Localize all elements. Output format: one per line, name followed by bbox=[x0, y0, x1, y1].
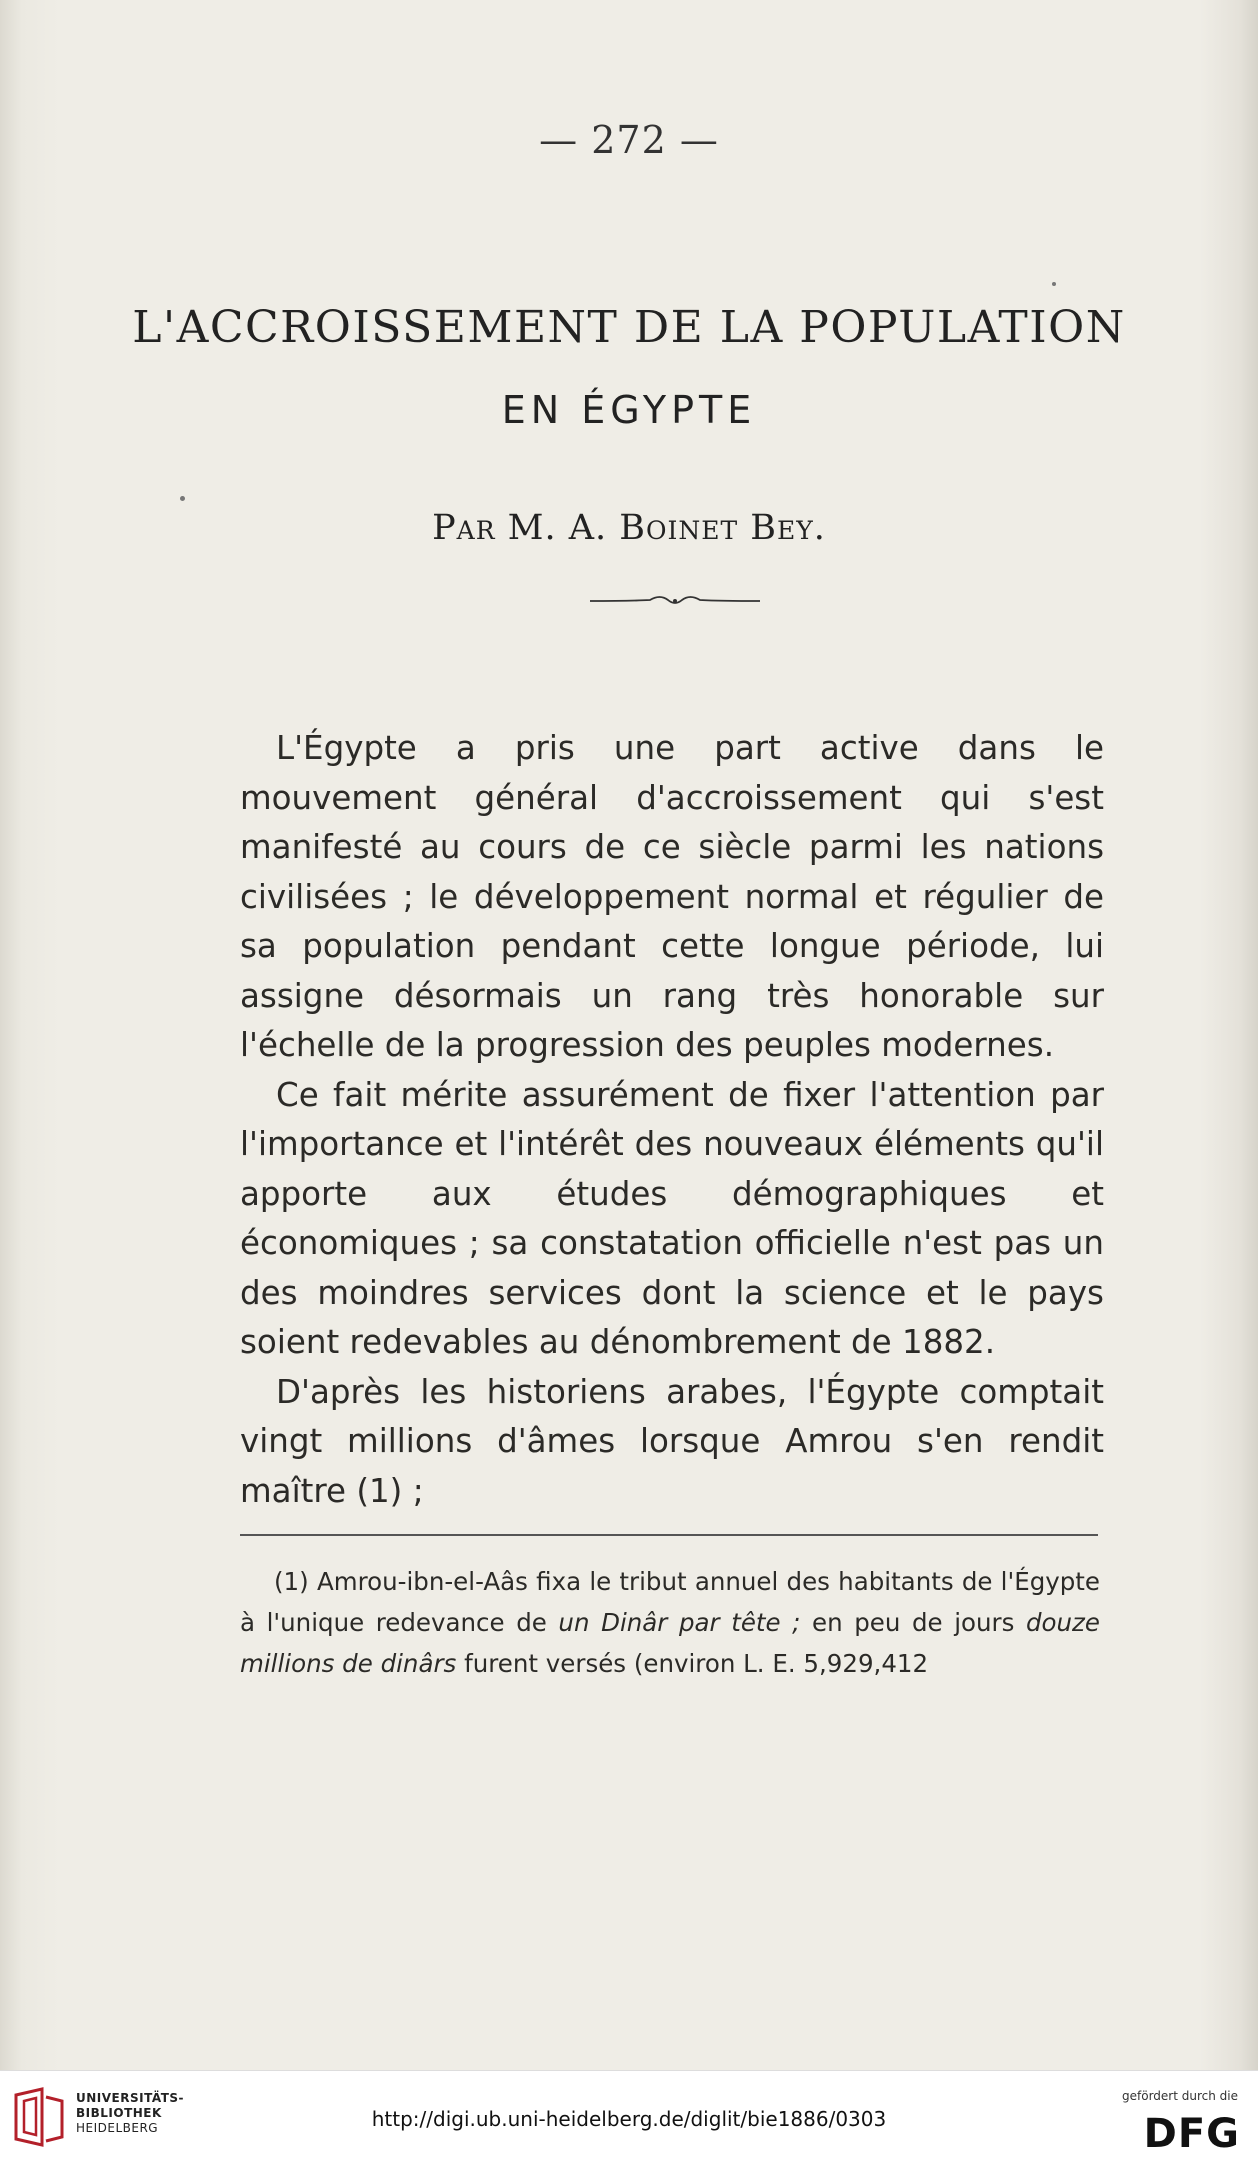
article-subtitle: EN ÉGYPTE bbox=[501, 388, 757, 432]
page-number: — 272 — bbox=[539, 118, 719, 162]
dfg-logo[interactable]: DFG bbox=[1143, 2111, 1240, 2157]
library-name: UNIVERSITÄTS- BIBLIOTHEK HEIDELBERG bbox=[76, 2091, 185, 2135]
footnote-italic: douze millions de dinârs bbox=[240, 1608, 1100, 1678]
footnote bbox=[240, 1561, 1100, 1684]
footnote-text: furent versés (environ L. E. 5,929,412 bbox=[456, 1649, 929, 1678]
footnote-text: (1) Amrou-ibn-el-Aâs fixa le tribut annuel des habitants de l'Égypte à l'unique redevance de bbox=[240, 1567, 1100, 1637]
paragraph: Ce fait mérite assurément de fixer l'attention par l'importance et l'intérêt des nouveaux éléments qu'il apporte aux études démographiques et économiques ; sa constatation officielle n'est pas un des moindres services dont la science et le pays soient redevables au dénombrement de 1882. bbox=[240, 1075, 1104, 1361]
ornament-divider-icon bbox=[590, 592, 760, 610]
paragraph: L'Égypte a pris une part active dans le mouvement général d'accroissement qui s'est manifesté au cours de ce siècle parmi les nations civilisées ; le développement normal et régulier de sa population pendant cette longue période, lui assigne désormais un rang très honorable sur l'échelle de la progression des peuples modernes. bbox=[240, 729, 1104, 1064]
article-body bbox=[240, 724, 1104, 1516]
paragraph: D'après les historiens arabes, l'Égypte comptait vingt millions d'âmes lorsque Amrou s'en rendit maître (1) ; bbox=[240, 1372, 1104, 1510]
scan-speck bbox=[180, 496, 185, 501]
source-url-link[interactable]: http://digi.ub.uni-heidelberg.de/diglit/bie1886/0303 bbox=[371, 2107, 887, 2131]
footnote-text: en peu de jours bbox=[800, 1608, 1026, 1637]
footnote-separator bbox=[240, 1534, 1098, 1536]
article-title: L'ACCROISSEMENT DE LA POPULATION bbox=[132, 302, 1126, 353]
sponsor-text: gefördert durch die bbox=[1122, 2089, 1238, 2103]
scan-speck bbox=[1052, 282, 1056, 286]
viewer-footer bbox=[0, 2070, 1258, 2165]
article-author: Par M. A. Boinet Bey. bbox=[432, 508, 826, 548]
footnote-italic: un Dinâr par tête ; bbox=[558, 1608, 801, 1637]
